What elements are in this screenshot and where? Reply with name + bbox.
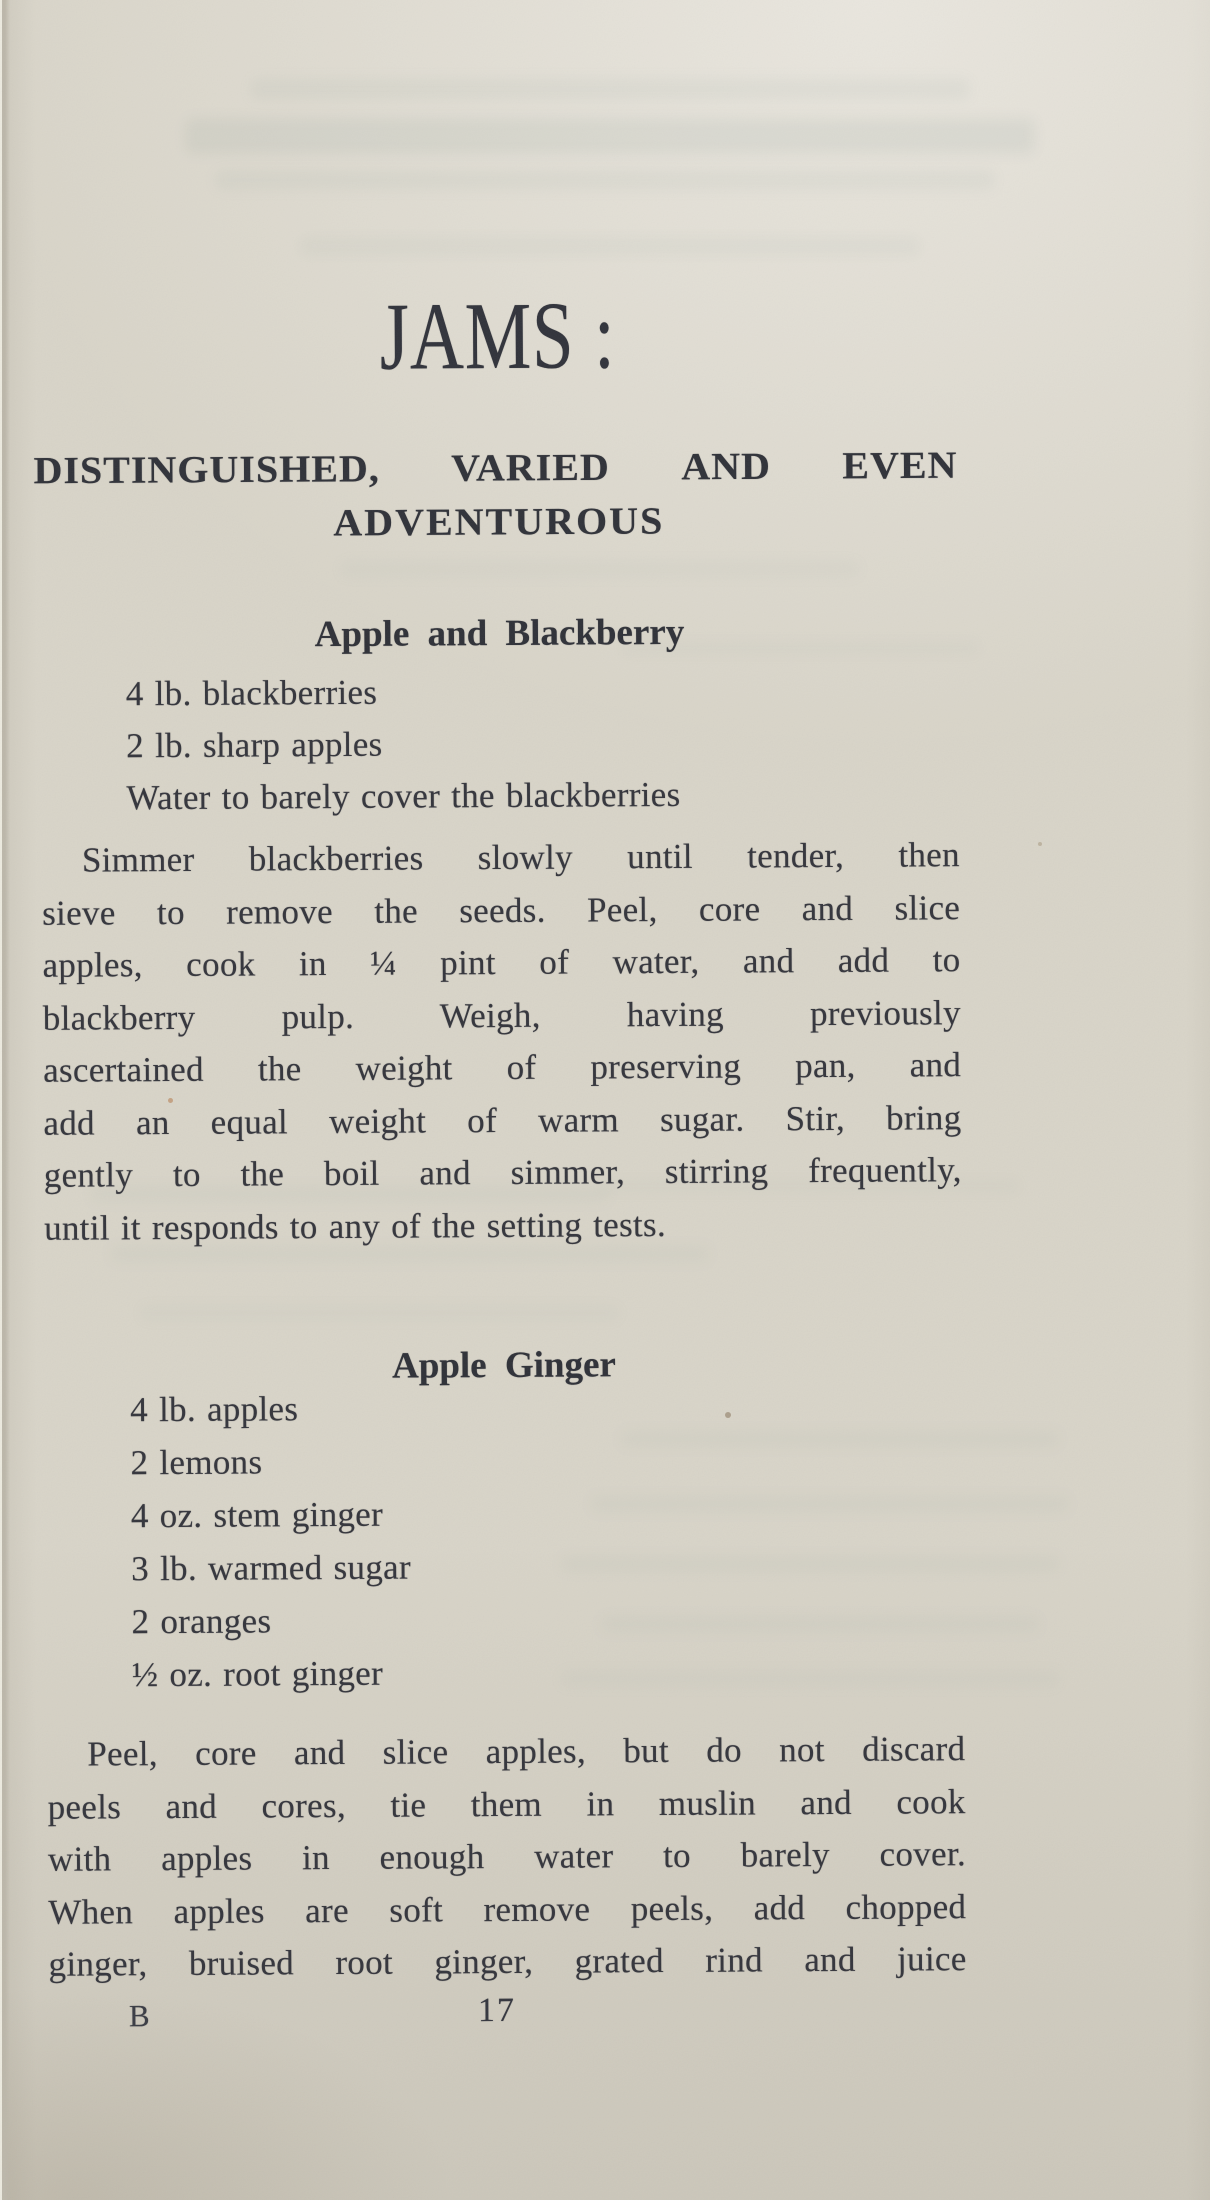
paper-speck bbox=[1038, 842, 1042, 846]
method-line: When apples are soft remove peels, add chopped bbox=[48, 1886, 967, 1932]
method-line: ascertained the weight of preserving pan, and bbox=[43, 1045, 962, 1090]
method-line: with apples in enough water to barely cover. bbox=[47, 1834, 967, 1879]
page-number: 17 bbox=[477, 1991, 517, 2030]
page-title: JAMS : bbox=[379, 281, 616, 390]
method-line: peels and cores, tie them in muslin and cook bbox=[47, 1781, 966, 1827]
ingredient-line: 3 lb. warmed sugar bbox=[131, 1547, 411, 1589]
subtitle-word: AND bbox=[681, 444, 772, 488]
method-line: blackberry pulp. Weigh, having previously bbox=[42, 992, 961, 1038]
ingredient-line: 4 lb. blackberries bbox=[125, 672, 378, 714]
recipe-heading: Apple Ginger bbox=[391, 1344, 616, 1387]
method-line: until it responds to any of the setting tests. bbox=[43, 1204, 667, 1248]
ingredient-line: 4 lb. apples bbox=[130, 1389, 299, 1430]
ingredient-line: ½ oz. root ginger bbox=[131, 1653, 384, 1695]
subtitle-line-2: ADVENTUROUS bbox=[333, 498, 665, 545]
method-line: ginger, bruised root ginger, grated rind and juice bbox=[48, 1939, 967, 1984]
printed-text-block bbox=[33, 0, 968, 2200]
method-line: add an equal weight of warm sugar. Stir, bring bbox=[43, 1097, 962, 1143]
ingredient-line: Water to barely cover the blackberries bbox=[126, 774, 681, 818]
printer-signature-mark: B bbox=[128, 1998, 150, 2034]
subtitle-line-1 bbox=[33, 442, 957, 493]
ingredient-line: 2 lemons bbox=[130, 1442, 263, 1483]
ingredient-line: 4 oz. stem ginger bbox=[130, 1494, 384, 1536]
method-line: Simmer blackberries slowly until tender, then bbox=[81, 835, 960, 880]
subtitle-word: DISTINGUISHED, bbox=[33, 446, 380, 492]
method-line: sieve to remove the seeds. Peel, core and slice bbox=[42, 887, 961, 933]
subtitle-word: EVEN bbox=[842, 443, 958, 488]
ingredient-line: 2 lb. sharp apples bbox=[126, 724, 383, 766]
method-line: Peel, core and slice apples, but do not discard bbox=[87, 1729, 966, 1774]
method-paragraph bbox=[47, 1723, 967, 1991]
ingredient-line: 2 oranges bbox=[131, 1601, 272, 1642]
subtitle-word: VARIED bbox=[451, 445, 610, 490]
method-paragraph bbox=[42, 829, 963, 1255]
method-line: apples, cook in ¼ pint of water, and add to bbox=[42, 940, 961, 985]
method-line: gently to the boil and simmer, stirring frequently, bbox=[43, 1150, 962, 1195]
recipe-heading: Apple and Blackberry bbox=[314, 611, 685, 656]
page-edge-shadow bbox=[0, 0, 10, 2200]
